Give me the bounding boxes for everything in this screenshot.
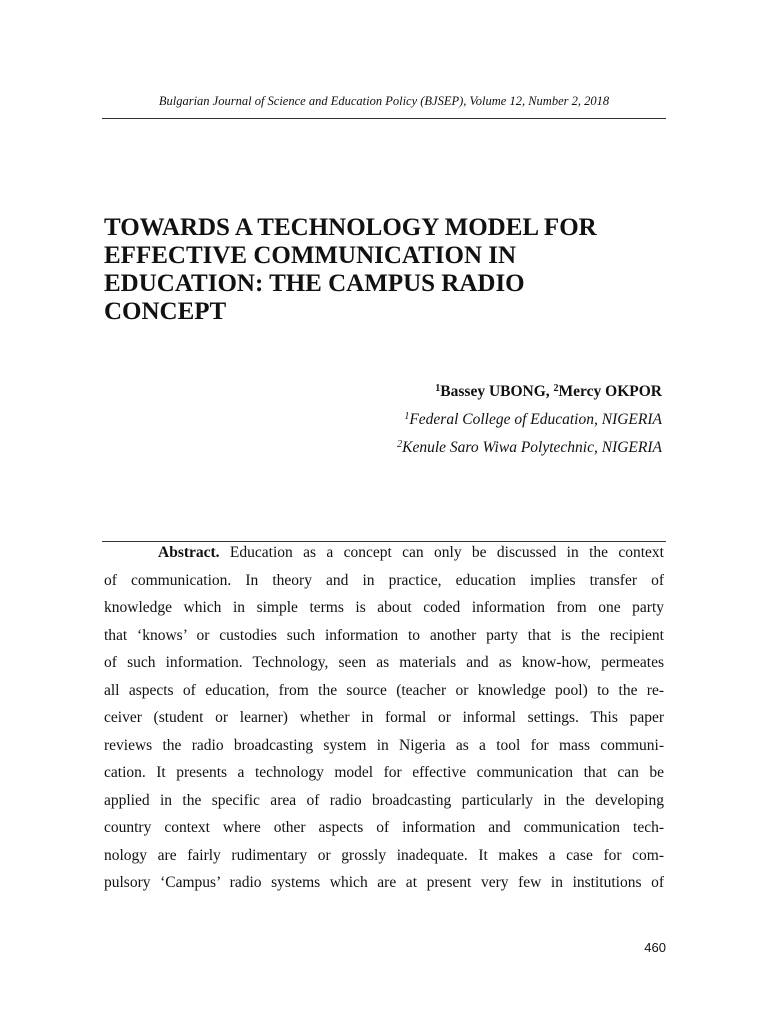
- abstract-lead: Abstract.: [158, 544, 220, 561]
- title-line: EDUCATION: THE CAMPUS RADIO: [104, 270, 525, 297]
- abstract-line: of such information. Technology, seen as materials and as know-how, permeates: [104, 654, 664, 671]
- abstract-line: that ‘knows’ or custodies such information to another party that is the recipient: [104, 626, 664, 644]
- abstract-line: [104, 544, 664, 572]
- affiliation-superscript: 1: [404, 411, 410, 422]
- affiliation-text: Kenule Saro Wiwa Polytechnic, NIGERIA: [402, 439, 662, 456]
- abstract-line: knowledge which in simple terms is about coded information from one party: [104, 599, 664, 616]
- abstract: [104, 544, 664, 902]
- abstract-line: reviews the radio broadcasting system in Nigeria as a tool for mass communi-: [104, 736, 664, 754]
- affiliation: [404, 410, 662, 430]
- abstract-line: ceiver (student or learner) whether in formal or informal settings. This paper: [104, 709, 664, 726]
- abstract-line: pulsory ‘Campus’ radio systems which are at present very few in institutions of: [104, 874, 664, 891]
- author-superscript: 1: [435, 383, 441, 394]
- title-line: TOWARDS A TECHNOLOGY MODEL FOR: [104, 214, 597, 241]
- article-title: [104, 214, 664, 326]
- abstract-line: applied in the specific area of radio broadcasting particularly in the developing: [104, 791, 664, 809]
- author-name: Bassey UBONG,: [440, 383, 550, 400]
- abstract-text: Education as a concept can only be discussed in the context: [229, 544, 664, 561]
- abstract-line: all aspects of education, from the source (teacher or knowledge pool) to the re-: [104, 681, 664, 699]
- running-header: Bulgarian Journal of Science and Education Policy (BJSEP), Volume 12, Number 2, 2018: [158, 94, 610, 108]
- author-superscript: 2: [553, 383, 559, 394]
- abstract-line: nology are fairly rudimentary or grossly inadequate. It makes a case for com-: [104, 846, 664, 864]
- abstract-line: country context where other aspects of information and communication tech-: [104, 819, 664, 836]
- affiliation-superscript: 2: [397, 439, 403, 450]
- header-divider: [102, 118, 666, 119]
- title-line: CONCEPT: [104, 298, 227, 325]
- affiliation-text: Federal College of Education, NIGERIA: [409, 411, 662, 428]
- abstract-line: cation. It presents a technology model for effective communication that can be: [104, 764, 664, 781]
- abstract-line: of communication. In theory and in practice, education implies transfer of: [104, 571, 664, 589]
- abstract-divider: [102, 541, 666, 542]
- affiliation: [397, 438, 662, 458]
- author-list: [435, 382, 662, 402]
- author-name: Mercy OKPOR: [558, 383, 662, 400]
- page-number: 460: [644, 940, 666, 955]
- title-line: EFFECTIVE COMMUNICATION IN: [104, 242, 517, 269]
